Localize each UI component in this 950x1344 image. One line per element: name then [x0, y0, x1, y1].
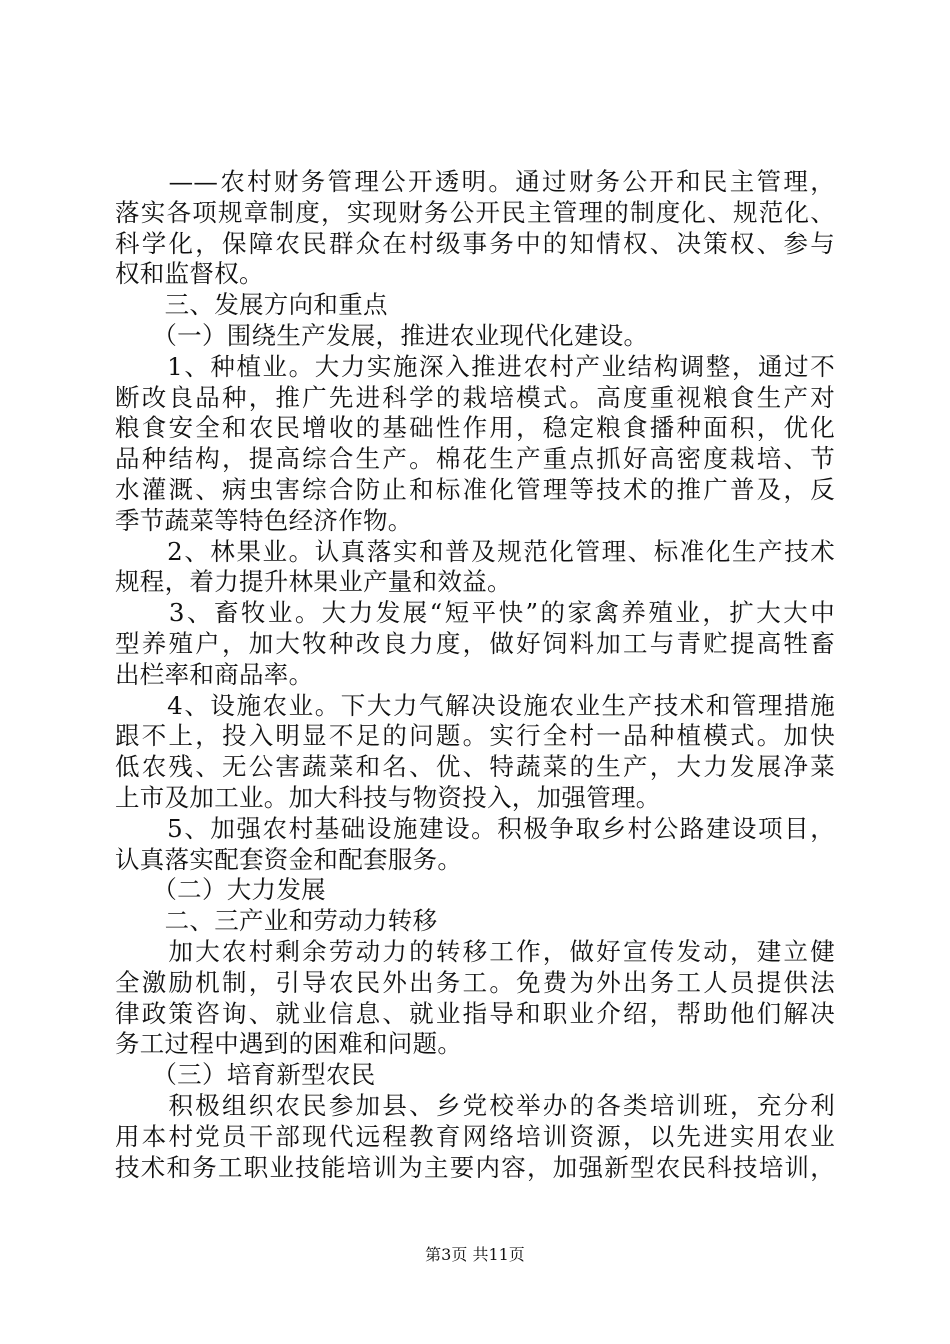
text-line: 规程，着力提升林果业产量和效益。 [115, 567, 512, 597]
text-line: （一）围绕生产发展，推进农业现代化建设。 [115, 320, 649, 350]
text-line: 三、发展方向和重点 [115, 290, 388, 320]
text-line: 2、林果业。认真落实和普及规范化管理、标准化生产技术 [115, 536, 835, 566]
text-line: 二、三产业和劳动力转移 [115, 906, 438, 936]
text-line: 用本村党员干部现代远程教育网络培训资源，以先进实用农业 [115, 1121, 835, 1151]
text-line: 4、设施农业。下大力气解决设施农业生产技术和管理措施 [115, 690, 835, 720]
text-line: （三）培育新型农民 [115, 1060, 376, 1090]
text-line: 断改良品种，推广先进科学的栽培模式。高度重视粮食生产对 [115, 382, 835, 412]
text-line: 落实各项规章制度，实现财务公开民主管理的制度化、规范化、 [115, 197, 835, 227]
text-line: 加大农村剩余劳动力的转移工作，做好宣传发动，建立健 [115, 936, 835, 966]
text-line: 3、畜牧业。大力发展“短平快”的家禽养殖业，扩大大中 [115, 598, 835, 628]
text-line: 积极组织农民参加县、乡党校举办的各类培训班，充分利 [115, 1090, 835, 1120]
text-line: 低农残、无公害蔬菜和名、优、特蔬菜的生产，大力发展净菜 [115, 752, 835, 782]
text-line: ——农村财务管理公开透明。通过财务公开和民主管理， [115, 167, 835, 196]
text-line: 粮食安全和农民增收的基础性作用，稳定粮食播种面积，优化 [115, 413, 835, 443]
text-line: 1、种植业。大力实施深入推进农村产业结构调整，通过不 [115, 351, 835, 381]
text-line: 科学化，保障农民群众在村级事务中的知情权、决策权、参与 [115, 228, 835, 258]
text-line: 季节蔬菜等特色经济作物。 [115, 505, 413, 535]
text-line: 技术和务工职业技能培训为主要内容，加强新型农民科技培训， [115, 1152, 835, 1182]
text-line: 权和监督权。 [115, 259, 264, 289]
text-line: 品种结构，提高综合生产。棉花生产重点抓好高密度栽培、节 [115, 444, 835, 474]
text-line: 上市及加工业。加大科技与物资投入，加强管理。 [115, 782, 661, 812]
page-number-footer: 第3页 共11页 [425, 1245, 525, 1264]
text-line: （二）大力发展 [115, 875, 326, 905]
text-line: 跟不上，投入明显不足的问题。实行全村一品种植模式。加快 [115, 721, 835, 751]
text-line: 水灌溉、病虫害综合防止和标准化管理等技术的推广普及，反 [115, 474, 835, 504]
document-body [115, 167, 835, 1183]
text-line: 认真落实配套资金和配套服务。 [115, 844, 463, 874]
text-line: 出栏率和商品率。 [115, 659, 314, 689]
text-line: 务工过程中遇到的困难和问题。 [115, 1029, 463, 1059]
text-line: 型养殖户，加大牧种改良力度，做好饲料加工与青贮提高牲畜 [115, 628, 835, 658]
text-line: 5、加强农村基础设施建设。积极争取乡村公路建设项目， [115, 813, 835, 843]
text-line: 全激励机制，引导农民外出务工。免费为外出务工人员提供法 [115, 967, 835, 997]
text-line: 律政策咨询、就业信息、就业指导和职业介绍，帮助他们解决 [115, 998, 835, 1028]
